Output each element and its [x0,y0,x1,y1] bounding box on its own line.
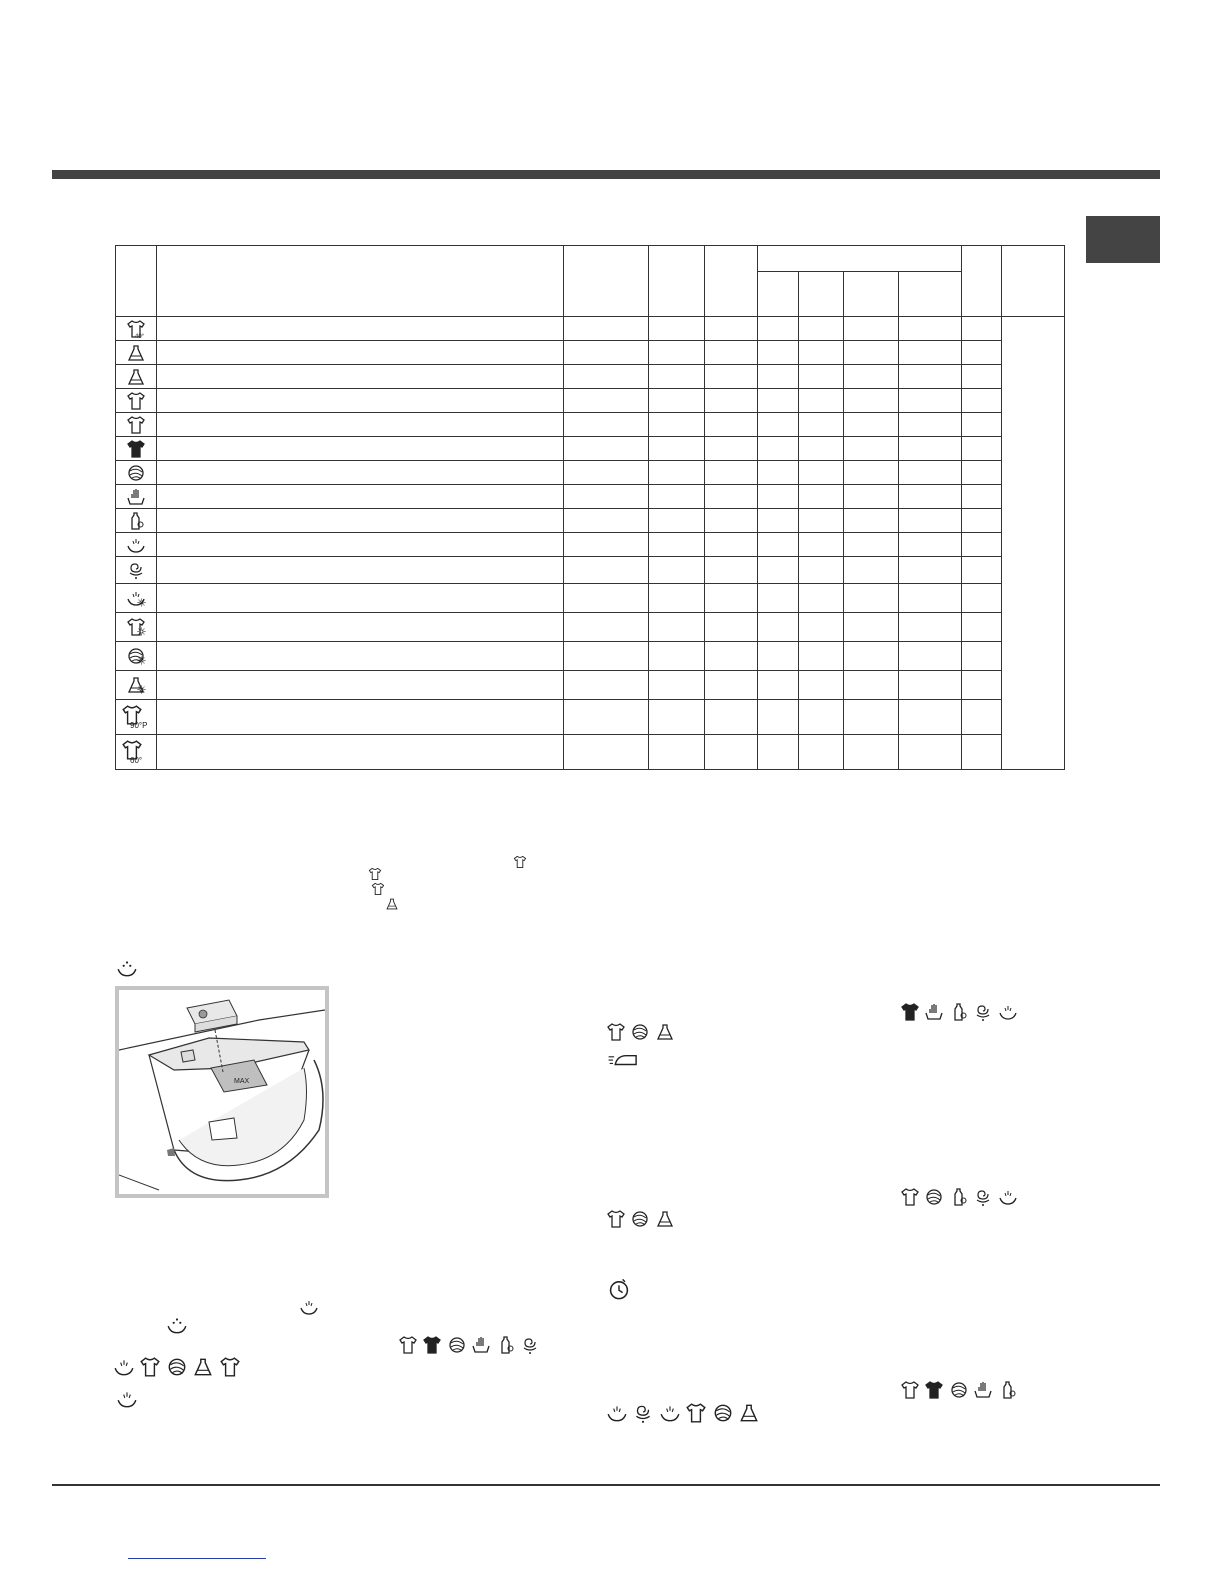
table-cell [844,642,899,671]
language-tab [1086,216,1160,263]
subheader-cell [844,272,899,317]
shirt-dark-icon [924,1380,944,1400]
table-cell [962,533,1002,557]
table-cell [564,671,649,700]
shirt-60-icon [121,739,151,765]
table-cell [649,533,705,557]
table-cell [564,557,649,584]
wash-programmes-table [115,245,1065,770]
shirt-dark-icon [126,439,146,459]
table-cell [799,642,844,671]
subheader-cell [899,272,962,317]
table-cell [157,341,564,365]
baby-bottle-icon [949,1002,969,1022]
table-cell [705,413,758,437]
basin-sun-icon [126,588,146,608]
flask-sun-icon [655,1209,675,1229]
table-cell [962,389,1002,413]
table-row [116,671,1065,700]
header-bar [52,170,1160,179]
table-cell [157,509,564,533]
shirt-sun-icon [685,1402,707,1424]
table-cell [705,613,758,642]
table-cell [844,317,899,341]
footer-rule [52,1484,1160,1486]
programme-symbol-row [900,1187,1018,1212]
shirt-stain-icon [513,855,527,869]
table-cell [157,365,564,389]
table-cell [758,461,799,485]
table-cell [705,509,758,533]
table-cell [705,700,758,735]
table-row [116,485,1065,509]
programme-symbol-row [113,1356,241,1383]
table-cell [758,341,799,365]
table-cell [799,735,844,770]
table-cell [564,735,649,770]
table-cell [799,413,844,437]
flask-icon [385,897,399,911]
table-cell [564,437,649,461]
table-cell [157,671,564,700]
table-cell [705,642,758,671]
temperature-label: 60° [130,756,143,765]
table-cell [758,671,799,700]
basin-icon [116,1388,138,1410]
table-cell [799,317,844,341]
table-cell [799,437,844,461]
table-cell [799,341,844,365]
wool-ball-icon [126,463,146,483]
spiral-icon [520,1335,540,1355]
table-cell [157,461,564,485]
table-cell [799,389,844,413]
table-cell [844,557,899,584]
table-cell [799,509,844,533]
footer-link-underline [128,1558,266,1559]
table-cell [649,413,705,437]
table-cell [899,341,962,365]
subheader-cell [758,272,799,317]
table-cell [705,533,758,557]
header-cell [1002,246,1065,317]
table-cell [844,509,899,533]
table-cell [157,317,564,341]
table-cell [564,584,649,613]
programme-symbol-row [606,1022,675,1047]
table-cell [705,735,758,770]
table-cell [157,700,564,735]
hand-wash-icon [973,1380,993,1400]
basin-sun-icon [659,1402,681,1424]
table-cell [844,584,899,613]
spiral-icon [973,1002,993,1022]
programme-icon-cell [116,389,157,413]
header-cell-programme [157,246,564,317]
table-cell [844,461,899,485]
table-cell [962,365,1002,389]
table-cell [649,437,705,461]
table-cell [564,365,649,389]
shirt-icon [900,1187,920,1207]
prewash-basin-icon [116,957,138,979]
temperature-label: 40° [135,333,145,339]
spiral-icon [973,1187,993,1207]
table-header-row [116,246,1065,272]
table-cell [844,437,899,461]
table-row [116,613,1065,642]
table-cell [844,485,899,509]
table-cell [157,642,564,671]
table-cell [962,671,1002,700]
table-cell [899,317,962,341]
programme-icon-cell [116,413,157,437]
table-cell [962,700,1002,735]
table-cell [844,365,899,389]
programme-symbol-row [398,1335,540,1360]
wool-sun-icon [126,646,146,666]
table-cell [758,700,799,735]
programme-icon-cell [116,735,157,770]
header-cell-group [758,246,962,272]
shirt-stain-icon [371,882,385,896]
programme-icon-cell [116,437,157,461]
table-cell [844,671,899,700]
flask-sun-icon [126,675,146,695]
table-cell [649,365,705,389]
programme-icon-cell [116,341,157,365]
table-cell [649,341,705,365]
programme-icon-cell [116,613,157,642]
baby-bottle-icon [998,1380,1018,1400]
programme-icon-cell [116,509,157,533]
table-cell [899,584,962,613]
programme-icon-cell [116,557,157,584]
table-cell [758,485,799,509]
header-cell-icon [116,246,157,317]
baby-bottle-icon [496,1335,516,1355]
table-cell [758,413,799,437]
table-cell [649,461,705,485]
shirt-sun-icon [126,617,146,637]
table-row [116,317,1065,341]
shirt-dark-icon [900,1002,920,1022]
table-cell [758,533,799,557]
table-cell [758,613,799,642]
hand-wash-icon [126,487,146,507]
flask-icon [126,367,146,387]
table-cell [649,317,705,341]
table-cell [962,613,1002,642]
table-cell [899,700,962,735]
shirt-dark-icon [422,1335,442,1355]
subheader-cell [799,272,844,317]
table-cell [649,671,705,700]
flask-icon [126,343,146,363]
table-cell [899,557,962,584]
programme-icon-cell [116,485,157,509]
table-cell [844,533,899,557]
table-row [116,389,1065,413]
wool-ball-icon [949,1380,969,1400]
table-cell [844,700,899,735]
table-cell [649,389,705,413]
shirt-90p-icon [219,1356,241,1378]
table-cell [564,413,649,437]
table-cell [705,671,758,700]
flask-sun-icon [655,1022,675,1042]
baby-bottle-icon [126,511,146,531]
table-cell [564,509,649,533]
table-row [116,341,1065,365]
table-cell [962,509,1002,533]
table-cell [705,365,758,389]
programme-symbol-row [900,1380,1018,1405]
table-cell [758,584,799,613]
table-row [116,461,1065,485]
table-cell [649,735,705,770]
shirt-stain-icon [126,415,146,435]
table-cell [157,485,564,509]
shirt-sun-icon [606,1022,626,1042]
table-cell [758,365,799,389]
table-cell [649,509,705,533]
table-cell [649,613,705,642]
header-cell [649,246,705,317]
table-cell [564,485,649,509]
shirt-icon [398,1335,418,1355]
table-cell [962,557,1002,584]
table-cell [962,485,1002,509]
baby-bottle-icon [949,1187,969,1207]
table-cell [758,317,799,341]
table-cell-merged [1002,317,1065,770]
table-cell [962,413,1002,437]
programme-icon-cell [116,533,157,557]
wool-ball-icon [447,1335,467,1355]
table-cell [899,509,962,533]
flask-sun-icon [192,1356,214,1378]
table-cell [157,533,564,557]
table-cell [899,735,962,770]
table-cell [799,671,844,700]
table-cell [705,485,758,509]
table-cell [157,584,564,613]
max-label: MAX [234,1078,250,1085]
table-cell [799,485,844,509]
prewash-basin-icon [166,1314,188,1336]
table-cell [962,341,1002,365]
header-cell [962,246,1002,317]
table-cell [844,389,899,413]
table-row [116,365,1065,389]
table-cell [799,584,844,613]
table-cell [564,642,649,671]
table-cell [564,317,649,341]
header-cell [564,246,649,317]
table-cell [844,613,899,642]
table-cell [899,413,962,437]
spiral-icon [632,1402,654,1424]
table-cell [799,533,844,557]
shirt-40-icon [126,319,146,339]
table-cell [799,700,844,735]
table-cell [899,389,962,413]
table-cell [157,735,564,770]
table-row [116,735,1065,770]
table-cell [758,735,799,770]
hand-wash-icon [471,1335,491,1355]
table-cell [564,533,649,557]
table-cell [157,437,564,461]
table-cell [564,613,649,642]
table-cell [649,485,705,509]
table-cell [844,735,899,770]
hand-wash-icon [924,1002,944,1022]
shirt-sun-icon [606,1209,626,1229]
wool-sun-icon [630,1022,650,1042]
table-cell [758,437,799,461]
table-cell [899,461,962,485]
table-row [116,413,1065,437]
table-row [116,642,1065,671]
table-cell [899,671,962,700]
table-cell [758,557,799,584]
basin-sun-icon [113,1356,135,1378]
table-cell [564,341,649,365]
table-cell [705,389,758,413]
programme-symbol-row [900,1002,1018,1027]
shirt-sun-icon [139,1356,161,1378]
wool-sun-icon [712,1402,734,1424]
table-cell [564,389,649,413]
table-cell [799,461,844,485]
flask-sun-icon [738,1402,760,1424]
programme-icon-cell [116,700,157,735]
timer-icon [607,1277,631,1301]
basin-sun-icon [998,1002,1018,1022]
shirt-40-icon [368,867,382,881]
wool-ball-icon [924,1187,944,1207]
table-cell [844,413,899,437]
table-cell [157,389,564,413]
table-cell [799,557,844,584]
table-row [116,437,1065,461]
table-cell [899,533,962,557]
table-cell [962,437,1002,461]
table-cell [899,642,962,671]
table-cell [157,613,564,642]
programme-icon-cell [116,584,157,613]
wool-sun-icon [630,1209,650,1229]
table-cell [962,642,1002,671]
table-row [116,557,1065,584]
table-cell [799,613,844,642]
table-cell [962,317,1002,341]
temperature-label: 90°P [130,721,148,730]
table-cell [157,557,564,584]
programme-icon-cell [116,642,157,671]
programme-icon-cell [116,671,157,700]
table-cell [962,584,1002,613]
table-row [116,509,1065,533]
basin-icon [299,1297,319,1317]
table-row [116,584,1065,613]
table-cell [962,735,1002,770]
spiral-icon [126,560,146,580]
programme-icon-cell [116,461,157,485]
basin-icon [126,535,146,555]
table-cell [564,461,649,485]
table-cell [844,341,899,365]
programme-icon-cell [116,365,157,389]
table-cell [649,557,705,584]
shirt-icon [900,1380,920,1400]
programme-symbol-row [606,1402,760,1429]
table-cell [705,557,758,584]
table-cell [899,437,962,461]
shirt-icon [126,391,146,411]
table-cell [705,584,758,613]
table-cell [649,642,705,671]
table-cell [758,509,799,533]
table-cell [705,437,758,461]
table-cell [962,461,1002,485]
table-cell [758,389,799,413]
basin-sun-icon [998,1187,1018,1207]
programme-symbol-row [606,1209,675,1234]
iron-icon [606,1048,642,1070]
table-cell [705,317,758,341]
table-cell [799,365,844,389]
table-cell [899,365,962,389]
programme-icon-cell [116,317,157,341]
table-cell [705,341,758,365]
table-row [116,533,1065,557]
table-cell [899,485,962,509]
table-cell [157,413,564,437]
table-row [116,700,1065,735]
basin-icon [606,1402,628,1424]
table-cell [899,613,962,642]
wool-sun-icon [166,1356,188,1378]
table-cell [649,584,705,613]
table-cell [564,700,649,735]
table-cell [705,461,758,485]
header-cell [705,246,758,317]
detergent-drawer-illustration [115,986,329,1198]
table-cell [758,642,799,671]
shirt-90p-icon [121,704,151,730]
table-cell [649,700,705,735]
